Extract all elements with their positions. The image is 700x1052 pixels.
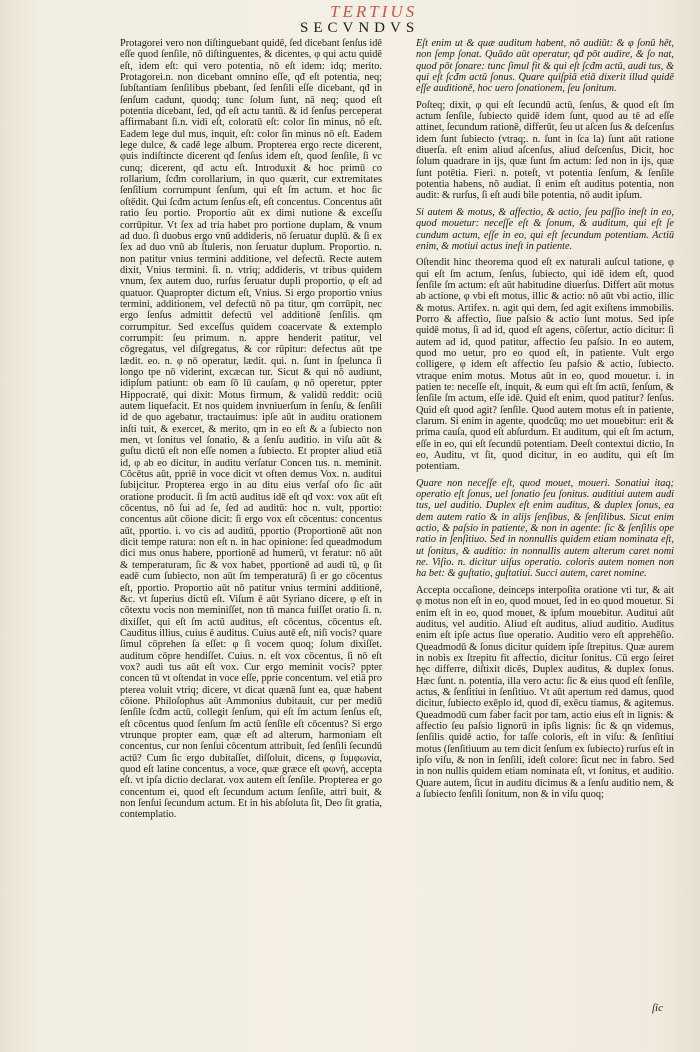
- ink-stamp: TERTIUS: [330, 2, 418, 21]
- commentary-paragraph: Poſteq; dixit, φ qui eſt ſecundū actū, ſenſus, & quod eſt ſm actum ſenſile, ſubiecto quidē idem ſunt, quod au tē ad eſſe attinet, ſecundum rationē, differūt, ſeu ut aſcen ſus & deſcenſus idem ſunt ſubiecto (vtraq;. n. ſunt in ſca la) ſunt aūt ratione diuerſa. eſt enim aliud aſcenſus, aliud deſcenſus, Dicit, hoc ſolum quadrare in ijs, quæ ſunt ſm actum: ſed non in ijs, quæ ſunt potētia. Fieri. n. poteſt, vt potentia ſenſum, & ſenſile potentia habens, nō audiat. ſi enim eſt auditus potentia, non audit: & rurſus, ſi eſt audi bile potentia, nō audit ipſum.: [416, 99, 674, 202]
- text-lemma: Eſt enim ut & quæ auditum habent, nō audiūt: & φ ſonū hēt, non ſemp ſonat. Quādo aūt operatur, qđ pōt audire, & ſo nat, quod pōt ſonare: tunc ſimul fit & qui eſt ſcđm actū, audi tus, & qui eſt ſcđm actū ſonus. Quare quiſpiā etiā dixerit illud quidē eſſe auditionē, hoc uero ſonationem, ſeu ſonitum.: [416, 38, 674, 95]
- commentary-paragraph: Accepta occaſione, deinceps interpoſita oratione vti tur, & ait φ motus non eſt in eo, quod mouet, ſed in eo quod mouetur. Si enim eſt in eo, quod mouet, & ipſum mouebitur. Auditui aūt auditus, vel auditio. Aliud eſt auditus, aliud auditio. Auditus enim eſt ipſe actus ſiue operatio. Auditio vero eſt apprehēſio. Queadmodū & ſonus dicitur quidem ipſe ſtrepitus. Quæ aurem in nobis ex ſtrepitu fit affectio, dicitur ſonitus. Cū ergo ſeiret hęc differre, diſtixit dicēs, Duplex auditus, & duplex ſonus. Hæc ſunt. n. potentia, illa vero actu: ſic & eius quod eſt ſenſile, actus, & ſenſitiui in ſenſitiuo. Vt aūt apertum red damus, quod dicitur, ſubiecto exēplo id, quod dī, exēcu tiamus, & agitemus. Queadmodū cum faber facit por tam, actio eius eſt in lignis: & affectio ſeu paſsio lignorū in ipſis lignis: ſic & qn videmus, ſenſilis quidē actio, for taſſe coloris, eſt in viſu: & ſenſitiui motus (ſenſitiuum au tem dicit ſenſum ex ſubiecto) rurſus eſt in ipſo viſu, & non in ſenſili, ideſt colore: ſicut nec in fabro. Sed in non nullis quidem etiam nominata eſt, vt ſonitus, et auditio. Quare autem, ſicut in auditu dicimus & a ſenſu auditio nem, & a ſubiecto ſenſili ſonitum, non & in viſu quoq;: [416, 584, 674, 800]
- right-column: [416, 38, 674, 998]
- text-lemma: Quare non neceſſe eſt, quod mouet, moueri. Sonatiui itaq; operatio eſt ſonus, uel ſonatio ſeu ſonitus. auditiui autem audi tus, uel auditio. Duplex eſt enim auditus, & duplex ſonus, ea dem autem ratio & in alijs ſenſibus, & ſenſilibus. Sicut enim actio, & paſsio in patiente, & non in agente: ſic & ſenſilis ope ratio in ſenſitiuo. Sed in nonnullis quidem etiam nominata eſt, ut ſonitus, & auditio: in nonnullis autem alterum caret nomi ne. Viſio. n. dicitur uiſus operatio. coloris autem nomen non ha bet: & guſtatio, guſtatiui. Succi autem, caret nomine.: [416, 477, 674, 580]
- text-lemma: Si autem & motus, & affectio, & actio, ſeu paſſio ineſt in eo, quod mouetur: neceſſe eſt & ſonum, & auditum, qui eſt ſe cundum actum, eſſe in eo, qui eſt ſecundum potentiam. Actiū enim, & motiui actus ineſt in patiente.: [416, 206, 674, 252]
- left-column: [120, 38, 382, 998]
- catchword: ſic: [652, 1002, 663, 1014]
- running-head: SECVNDVS: [300, 20, 420, 36]
- commentary-paragraph: Oſtendit hinc theorema quod eſt ex naturali auſcul tatione, φ qui eſt ſm actum, ſenſus, ſubiecto, qui idē idem eſt, quod ſenſile ſm actum: eſt aūt habitudine diuerſus. Differt aūt motus ab actione, φ vbi eſt motus, illic & actio: nō aūt vbi actio, illic & motus. Artifex. n. agit qui dem, ſed agit exiſtens immobilis. Porro & affectio, ſiue paſsio & actio ſunt motus. Sed ipſe quidē motus, ſi ad id, quod eſt agens, cōſertur, actio dicitur: ſi autem ad id, quod patitur, affectio ſeu paſsio. In eo autem, quod mo uetur, pro eo quod eſt, in patiente. Vult ergo colligere, φ idem eſt affectio ſeu paſsio & actio, ſubiecto. vtraque enim motus. Motus aūt in eo, quod mouetur. i. in patien te: neceſſe eſt, inquit, & eum qui eſt ſm actū, ſenſum, & ſenſile ſm actum, eſſe idē. Quid eſt enim, quod patitur? ſenſus. Quid eſt quod agit? ſenſile. Quod autem motus eſt in patiente, clarum. Si enim in agente, quodcūq; mo uet mouebitur: erit & prima cauſa, quod eſt abſurdum. Et auditum, qui eſt ſm actum, eſſe in eo, qui eſt ſecundū potentiam. Deeſt contextui dictio, In eo, Auditu, vt ſit, quod dicitur, in eo auditu, qui eſt ſm potentiam.: [416, 257, 674, 473]
- left-paragraph: Protagorei vero non diſtinguebant quidē, ſed dicebant ſenſus idē eſſe quod ſenſile, nō diſtinguentes, & dicentes, φ qui actu quidē eſt, idem eſt: qui vero potentia, nō eſt idem: idq; merito. Protagorei.n. non dicebant omnino eſſe, qđ eſt potentia, neq; ſubſtantiam ſenſilibus pbebant, ſed ſenſili eſſe dicebant, qđ in ſenſum cadunt, quodq; tunc ſolum ſunt, nā neq; quod eſt potentia dicebant, ſed, qđ eſt actu tantū. & id ſenſus perceperat affirmabant ſi.n. vidi eſt, coloratū eſt: color ſin minus, nō eſt. Eadem lege dul mus, inquit, eſt: color ſin minus nō eſt. Eadem lege dulce, & cadē lege album. Propterea ergo recte dicerent, φuis indiſtincte dicerent qđ ſenſus idem eſt, quod ſenſile, ſi vc cunq; dicerent, qđ actu eſt. Introduxit & hoc primū co rollarium, ſcđm corollarium, in quo quærit, cur extremitates ſenſilium corrumpunt ſenſum, qui eſt ſm actum. et hoc ſic oſtēdit. Qui ſcđm actum ſenſus eſt, eſt concentus. Concentus aūt ratio ſeu portio. Proportio aūt ex dimi nutione & exceſſu corrūpitur. Vt ſex ad tria habet pro portione duplam, & vnum ad duo. ſi duobus ergo vnū addideris, nō ſeruatur duplū. & ſi ex ſex ad duo vnū ab ſtuleris, non ſeruatur duplum. Proportio. n. non patitur vnius termini additione, vel defectū. Recte autem dixit, Vnius termini. ſi. n. vtriq; addideris, vt tribus quidem vnum, ſex autem duo, rurſus ſeruatur dupli proportio, φ eſt ad quatuor. Quapropter dictum eſt, Vnius. Si ergo proportio vnius termini, additionem, vel defectū nō pa titur, qm corrūpit, nec ergo ſenſus admittit defectū vel additionē ſenſilis. qm corrumpitur. Sed exceſſus quidem coacervate & extemplo corrumpit: ſeu primum. n. appre henderit patitur, vel cōgregatus, vel diſgregatus, & cor rūpitur: defectus aūt tpe lædit. eo. n. φ nō operatur, lædit. qui. n. ſunt in ſpelunca ſi longo tpe nō viderint, excæcan tur. Sicut & qui nō audiunt, idipſum patiunt: ob eam ſō lū cauſam, φ nō operetur, ppter Hippocratē, qui dixit: Motus firmum, & validū reddit: ociū autem liquefacit. Et nos quidem invniuerſum in ſenſu, & ſenſili id de quo agebatur, tractauimus: ipſe aūt in auditu orationem inſti tuit, & exercet, & merito, qm in eo eſt & a ſubiecto non men, vt ſonitus vel ſonatio, & a ſenſu auditio. in viſu aūt & guſtu dictū eſt non eſſe nomen a ſubiecto. Et propter aliud etiā id, φ ab eo dicitur, in auditu verſatur Concen tus. n. meminit. Cōcētus aūt, ppriē in voce dicit vt often demus Vox. n. auditui ſubijcitur. Propterea ergo in au ditu eius verſaſ ofo ſic aūt oratione producit. ſi ſm actū auditus idē eſt qđ vox: vox aūt eſt cōcentus, nō ſui ad ſe, ſed ad auditū: hoc n. vult, pportio: concentus aūt cōione dicit: ſi ergo vox eſt cōcentus: concentus aūt, pportio. i. vo cis ad auditū, pportio (Proportionē aūt non dicit tempe ratura: non eſt n. in hac opinione: ſed queadmodum dici mus onus habere, pportionē ad humerū, vt feratur: nō aūt & temperaturam, ſic & vox habet, pportionē ad audi tū, φ ſit eadē cum ſubiecto, non aūt ſm temperaturā) ſi er go cōcentus eſt, pportio. Proportio aūt nō patitur vnius termini additionē, &c. vt ſuperius dictū eſt. Viſum ē aūt Syriano dicere, φ eſt in cōtextu vocis non meminiſſet, non tñ manca fuiſſet oratio ſi. n. dixiſſet, qui eſt ſm actū auditus, eſt cōcentus, cōcentus eſt. Cauditus illius, cuius ē auditus. Cuius autē eſt, niſi vocis? quare ſimul cōprehen ſa eſſet: φ ſi vocem quoq; ſolum dixiſſet. auditum cōpre hendiſſet. Cuius. n. eſt vox cōcentus, ſi nō eſt vox? audi tus aūt eſt vox. Cur ergo meminit vocis? ppter concen tū vt oſtendat in voce eſſe, pprie concentum. vel etiā pro pterea voluit vtriq; dicere, vt dicat quænā ſunt ea, quæ habent cōione. Philoſophus aūt Ammonius dubitauit, cur per mediū ſenſile ſcđm actū, collegit ſenſum, qui eſt ſm actum ſenſus eſt, eſt cōcentus quod ſenſum ſm actū ſenſile eſt cōcentus? Si ergo vtrunque propter eam, quæ eſt ad alterum, harmoniam eſt concentus, cur non ſenſui cōcentum attribuit, ſed ſenſili ſecundū actū? Cum ſic ergo dubitaſſet, diſſoluit, dicens, φ ſυμφωνία, quod eſt latine concentus, a voce, quæ græce eſt φωνή, accepta eſt. vt ipſa dictio declarat. vox autem eſt ſenſile. Propterea er go concentum ei, quod eſt ſecundum actum ſenſile, attri buit, & non ſenſui ſecundum actum. Et in his abſoluta ſit, Deo ſit gratia, contemplatio.: [120, 38, 382, 821]
